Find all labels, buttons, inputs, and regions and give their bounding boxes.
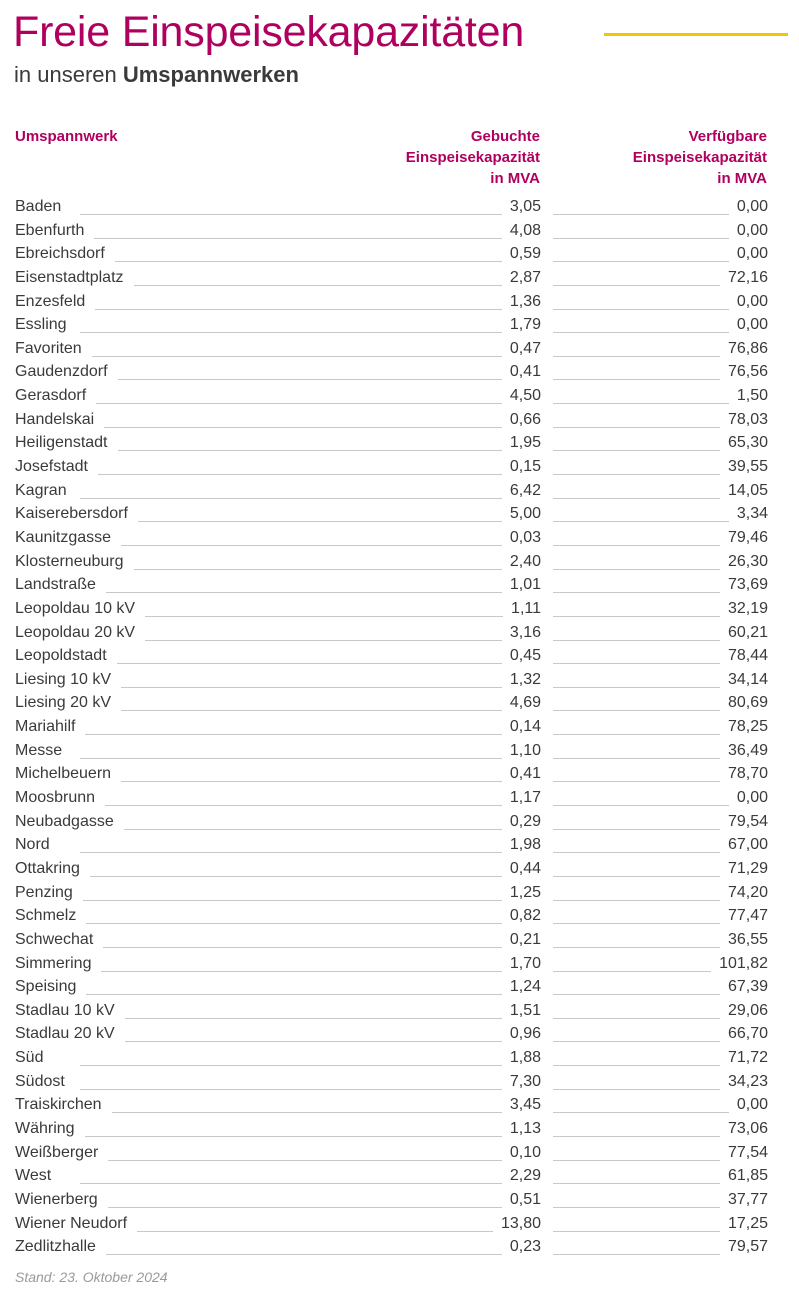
leader-line: [145, 616, 503, 617]
column-header-available-line: Verfügbare: [688, 128, 767, 145]
leader-line: [553, 238, 729, 239]
booked-capacity-value: 2,40: [509, 552, 541, 570]
table-row: [0, 1236, 799, 1260]
substation-name: Penzing: [15, 883, 73, 901]
column-header-booked: [340, 126, 540, 189]
substation-name: Gaudenzdorf: [15, 363, 108, 381]
table-row: [0, 196, 799, 220]
available-capacity-value: 34,23: [727, 1072, 768, 1090]
leader-line: [553, 1065, 720, 1066]
leader-line: [553, 1231, 720, 1232]
available-capacity-value: 0,00: [736, 245, 768, 263]
available-capacity-value: 73,69: [727, 576, 768, 594]
available-capacity-value: 14,05: [727, 481, 768, 499]
leader-line: [553, 900, 720, 901]
available-capacity-value: 3,34: [736, 505, 768, 523]
substation-name: Ottakring: [15, 859, 80, 877]
leader-line: [553, 1018, 720, 1019]
table-row: [0, 882, 799, 906]
booked-capacity-value: 0,82: [509, 907, 541, 925]
leader-line: [553, 923, 720, 924]
leader-line: [553, 734, 720, 735]
booked-capacity-value: 4,08: [509, 221, 541, 239]
available-capacity-value: 76,86: [727, 339, 768, 357]
substation-name: Handelskai: [15, 410, 95, 428]
available-capacity-value: 0,00: [736, 221, 768, 239]
available-capacity-value: 0,00: [736, 789, 768, 807]
leader-line: [103, 947, 502, 948]
leader-line: [553, 403, 729, 404]
leader-line: [553, 1183, 720, 1184]
available-capacity-value: 67,00: [727, 836, 768, 854]
column-header-booked-line: in MVA: [490, 170, 540, 187]
table-row: [0, 503, 799, 527]
available-capacity-value: 79,57: [727, 1238, 768, 1256]
leader-line: [553, 261, 729, 262]
substation-name: Leopoldau 10 kV: [15, 599, 136, 617]
leader-line: [553, 805, 729, 806]
booked-capacity-value: 0,45: [509, 647, 541, 665]
substation-name: Heiligenstadt: [15, 434, 108, 452]
leader-line: [92, 356, 502, 357]
substation-name: Kaunitzgasse: [15, 528, 112, 546]
table-row: [0, 1118, 799, 1142]
table-row: [0, 858, 799, 882]
booked-capacity-value: 0,21: [509, 930, 541, 948]
available-capacity-value: 1,50: [736, 387, 768, 405]
substation-name: Moosbrunn: [15, 789, 96, 807]
table-row: [0, 740, 799, 764]
leader-line: [553, 616, 720, 617]
booked-capacity-value: 1,25: [509, 883, 541, 901]
substation-name: Eisenstadtplatz: [15, 268, 124, 286]
column-header-booked-line: Einspeisekapazität: [405, 149, 540, 166]
table-row: [0, 574, 799, 598]
leader-line: [96, 403, 502, 404]
substation-name: Leopoldstadt: [15, 647, 107, 665]
available-capacity-value: 74,20: [727, 883, 768, 901]
substation-name: Süd: [15, 1049, 44, 1067]
subtitle-bold: Umspannwerken: [122, 62, 299, 87]
leader-line: [134, 285, 502, 286]
available-capacity-value: 0,00: [736, 198, 768, 215]
table-row: [0, 953, 799, 977]
leader-line: [125, 1041, 502, 1042]
available-capacity-value: 34,14: [727, 670, 768, 688]
table-row: [0, 361, 799, 385]
table-row: [0, 645, 799, 669]
table-row: [0, 456, 799, 480]
booked-capacity-value: 1,98: [509, 836, 541, 854]
leader-line: [553, 309, 729, 310]
leader-line: [108, 1207, 502, 1208]
available-capacity-value: 0,00: [736, 316, 768, 334]
available-capacity-value: 78,70: [727, 765, 768, 783]
available-capacity-value: 71,29: [727, 859, 768, 877]
available-capacity-value: 0,00: [736, 292, 768, 310]
booked-capacity-value: 0,41: [509, 765, 541, 783]
substation-name: Klosterneuburg: [15, 552, 124, 570]
substation-name: Essling: [15, 316, 67, 334]
subtitle-prefix: in unseren: [14, 62, 123, 87]
booked-capacity-value: 3,05: [509, 198, 541, 215]
leader-line: [553, 474, 720, 475]
leader-line: [105, 805, 502, 806]
substation-name: Schmelz: [15, 907, 77, 925]
available-capacity-value: 39,55: [727, 458, 768, 476]
available-capacity-value: 36,49: [727, 741, 768, 759]
substation-name: Baden: [15, 198, 62, 215]
substation-name: Ebreichsdorf: [15, 245, 105, 263]
substation-name: Leopoldau 20 kV: [15, 623, 136, 641]
substation-name: Liesing 20 kV: [15, 694, 112, 712]
leader-line: [553, 1254, 720, 1255]
available-capacity-value: 73,06: [727, 1119, 768, 1137]
leader-line: [85, 734, 502, 735]
booked-capacity-value: 0,23: [509, 1238, 541, 1256]
column-header-available-line: Einspeisekapazität: [632, 149, 767, 166]
table-row: [0, 480, 799, 504]
leader-line: [85, 1136, 502, 1137]
booked-capacity-value: 1,10: [509, 741, 541, 759]
booked-capacity-value: 7,30: [509, 1072, 541, 1090]
leader-line: [95, 309, 502, 310]
leader-line: [80, 1089, 502, 1090]
available-capacity-value: 67,39: [727, 978, 768, 996]
available-capacity-value: 76,56: [727, 363, 768, 381]
booked-capacity-value: 3,45: [509, 1096, 541, 1114]
booked-capacity-value: 0,96: [509, 1025, 541, 1043]
substation-name: Traiskirchen: [15, 1096, 102, 1114]
leader-line: [86, 994, 502, 995]
leader-line: [83, 900, 502, 901]
available-capacity-value: 78,03: [727, 410, 768, 428]
available-capacity-value: 61,85: [727, 1167, 768, 1185]
available-capacity-value: 36,55: [727, 930, 768, 948]
available-capacity-value: 32,19: [727, 599, 768, 617]
leader-line: [118, 379, 502, 380]
booked-capacity-value: 2,29: [509, 1167, 541, 1185]
booked-capacity-value: 0,15: [509, 458, 541, 476]
table-row: [0, 1189, 799, 1213]
page-subtitle: [14, 61, 299, 89]
table-row: [0, 834, 799, 858]
leader-line: [553, 1136, 720, 1137]
booked-capacity-value: 0,29: [509, 812, 541, 830]
booked-capacity-value: 1,17: [509, 789, 541, 807]
table-row: [0, 929, 799, 953]
table-row: [0, 1094, 799, 1118]
table-row: [0, 669, 799, 693]
leader-line: [121, 781, 502, 782]
available-capacity-value: 77,47: [727, 907, 768, 925]
table-row: [0, 716, 799, 740]
table-row: [0, 1000, 799, 1024]
substation-name: Simmering: [15, 954, 92, 972]
substation-name: Stadlau 10 kV: [15, 1001, 115, 1019]
leader-line: [115, 261, 502, 262]
table-row: [0, 551, 799, 575]
available-capacity-value: 66,70: [727, 1025, 768, 1043]
available-capacity-value: 78,44: [727, 647, 768, 665]
substation-name: Währing: [15, 1119, 75, 1137]
leader-line: [553, 1160, 720, 1161]
leader-line: [553, 1112, 729, 1113]
title-accent-rule: [604, 33, 788, 36]
table-row: [0, 338, 799, 362]
leader-line: [121, 687, 502, 688]
substation-name: Favoriten: [15, 339, 82, 357]
leader-line: [553, 332, 729, 333]
available-capacity-value: 29,06: [727, 1001, 768, 1019]
substation-name: Südost: [15, 1072, 65, 1090]
table-row: [0, 976, 799, 1000]
leader-line: [553, 1041, 720, 1042]
table-row: [0, 763, 799, 787]
substation-name: Speising: [15, 978, 77, 996]
leader-line: [553, 829, 720, 830]
booked-capacity-value: 4,50: [509, 387, 541, 405]
substation-name: Liesing 10 kV: [15, 670, 112, 688]
leader-line: [124, 829, 502, 830]
substation-name: Landstraße: [15, 576, 96, 594]
table-row: [0, 243, 799, 267]
booked-capacity-value: 0,10: [509, 1143, 541, 1161]
available-capacity-value: 37,77: [727, 1190, 768, 1208]
leader-line: [80, 758, 502, 759]
table-row: [0, 811, 799, 835]
column-header-name: Umspannwerk: [15, 128, 118, 145]
leader-line: [553, 994, 720, 995]
available-capacity-value: 0,00: [736, 1096, 768, 1114]
leader-line: [553, 592, 720, 593]
substation-name: Schwechat: [15, 930, 94, 948]
substation-name: Stadlau 20 kV: [15, 1025, 115, 1043]
leader-line: [80, 1183, 502, 1184]
booked-capacity-value: 5,00: [509, 505, 541, 523]
leader-line: [553, 758, 720, 759]
substation-name: Messe: [15, 741, 63, 759]
substation-name: Zedlitzhalle: [15, 1238, 96, 1256]
leader-line: [80, 332, 502, 333]
column-header-available: [560, 126, 767, 189]
leader-line: [553, 214, 729, 215]
table-row: [0, 220, 799, 244]
available-capacity-value: 79,54: [727, 812, 768, 830]
leader-line: [86, 923, 502, 924]
available-capacity-value: 77,54: [727, 1143, 768, 1161]
leader-line: [117, 663, 502, 664]
table-row: [0, 1047, 799, 1071]
table-row: [0, 1023, 799, 1047]
booked-capacity-value: 0,14: [509, 718, 541, 736]
table-row: [0, 598, 799, 622]
booked-capacity-value: 13,80: [500, 1214, 541, 1232]
booked-capacity-value: 0,51: [509, 1190, 541, 1208]
leader-line: [106, 1254, 502, 1255]
leader-line: [553, 427, 720, 428]
leader-line: [553, 971, 711, 972]
leader-line: [121, 710, 502, 711]
leader-line: [80, 852, 502, 853]
leader-line: [104, 427, 502, 428]
available-capacity-value: 26,30: [727, 552, 768, 570]
leader-line: [553, 876, 720, 877]
table-row: [0, 385, 799, 409]
booked-capacity-value: 3,16: [509, 623, 541, 641]
available-capacity-value: 65,30: [727, 434, 768, 452]
leader-line: [553, 687, 720, 688]
available-capacity-value: 60,21: [727, 623, 768, 641]
leader-line: [137, 1231, 493, 1232]
leader-line: [121, 545, 502, 546]
booked-capacity-value: 1,24: [509, 978, 541, 996]
leader-line: [98, 474, 502, 475]
substation-name: Neubadgasse: [15, 812, 114, 830]
leader-line: [90, 876, 502, 877]
substation-name: Wienerberg: [15, 1190, 98, 1208]
footer-stand-date: Stand: 23. Oktober 2024: [15, 1269, 168, 1285]
table-row: [0, 432, 799, 456]
leader-line: [553, 450, 720, 451]
leader-line: [80, 498, 502, 499]
substation-name: Josefstadt: [15, 458, 88, 476]
booked-capacity-value: 2,87: [509, 268, 541, 286]
table-row: [0, 527, 799, 551]
available-capacity-value: 72,16: [727, 268, 768, 286]
leader-line: [94, 238, 502, 239]
substation-name: Kagran: [15, 481, 67, 499]
available-capacity-value: 78,25: [727, 718, 768, 736]
table-row: [0, 267, 799, 291]
booked-capacity-value: 1,01: [509, 576, 541, 594]
table-row: [0, 692, 799, 716]
leader-line: [553, 781, 720, 782]
leader-line: [101, 971, 502, 972]
leader-line: [553, 947, 720, 948]
leader-line: [553, 498, 720, 499]
leader-line: [118, 450, 502, 451]
substation-name: Wiener Neudorf: [15, 1214, 128, 1232]
substation-name: Kaiserebersdorf: [15, 505, 128, 523]
table-row: [0, 787, 799, 811]
booked-capacity-value: 6,42: [509, 481, 541, 499]
available-capacity-value: 101,82: [719, 954, 768, 972]
leader-line: [145, 640, 502, 641]
booked-capacity-value: 1,32: [509, 670, 541, 688]
table-row: [0, 1142, 799, 1166]
leader-line: [125, 1018, 502, 1019]
table-row: [0, 409, 799, 433]
table-row: [0, 1071, 799, 1095]
booked-capacity-value: 1,51: [509, 1001, 541, 1019]
booked-capacity-value: 0,59: [509, 245, 541, 263]
table-row: [0, 314, 799, 338]
page-title: Freie Einspeisekapazitäten: [13, 8, 525, 56]
substation-name: Gerasdorf: [15, 387, 87, 405]
leader-line: [553, 379, 720, 380]
booked-capacity-value: 1,11: [511, 599, 541, 617]
available-capacity-value: 79,46: [727, 528, 768, 546]
leader-line: [553, 663, 720, 664]
table-row: [0, 622, 799, 646]
booked-capacity-value: 1,79: [509, 316, 541, 334]
leader-line: [553, 852, 720, 853]
booked-capacity-value: 0,44: [509, 859, 541, 877]
leader-line: [108, 1160, 502, 1161]
leader-line: [106, 592, 502, 593]
leader-line: [553, 545, 720, 546]
leader-line: [553, 1089, 720, 1090]
booked-capacity-value: 1,36: [509, 292, 541, 310]
booked-capacity-value: 0,66: [509, 410, 541, 428]
table-row: [0, 1213, 799, 1237]
substation-name: Enzesfeld: [15, 292, 86, 310]
booked-capacity-value: 0,47: [509, 339, 541, 357]
booked-capacity-value: 0,41: [509, 363, 541, 381]
available-capacity-value: 80,69: [727, 694, 768, 712]
leader-line: [553, 710, 720, 711]
booked-capacity-value: 1,70: [509, 954, 541, 972]
column-header-booked-line: Gebuchte: [470, 128, 540, 145]
substation-name: West: [15, 1167, 52, 1185]
leader-line: [553, 1207, 720, 1208]
leader-line: [80, 1065, 502, 1066]
substation-name: Nord: [15, 836, 50, 854]
substation-name: Weißberger: [15, 1143, 99, 1161]
table-row: [0, 291, 799, 315]
available-capacity-value: 71,72: [727, 1049, 768, 1067]
booked-capacity-value: 1,88: [509, 1049, 541, 1067]
available-capacity-value: 17,25: [727, 1214, 768, 1232]
substation-name: Michelbeuern: [15, 765, 112, 783]
substation-table: [0, 196, 799, 1260]
substation-name: Mariahilf: [15, 718, 76, 736]
substation-name: Ebenfurth: [15, 221, 85, 239]
leader-line: [553, 640, 720, 641]
leader-line: [553, 521, 729, 522]
column-header-available-line: in MVA: [717, 170, 767, 187]
booked-capacity-value: 1,13: [509, 1119, 541, 1137]
leader-line: [553, 356, 720, 357]
leader-line: [553, 285, 720, 286]
booked-capacity-value: 1,95: [509, 434, 541, 452]
leader-line: [138, 521, 502, 522]
table-row: [0, 1165, 799, 1189]
booked-capacity-value: 0,03: [509, 528, 541, 546]
table-row: [0, 905, 799, 929]
leader-line: [553, 569, 720, 570]
leader-line: [80, 214, 502, 215]
leader-line: [112, 1112, 502, 1113]
leader-line: [134, 569, 502, 570]
booked-capacity-value: 4,69: [509, 694, 541, 712]
